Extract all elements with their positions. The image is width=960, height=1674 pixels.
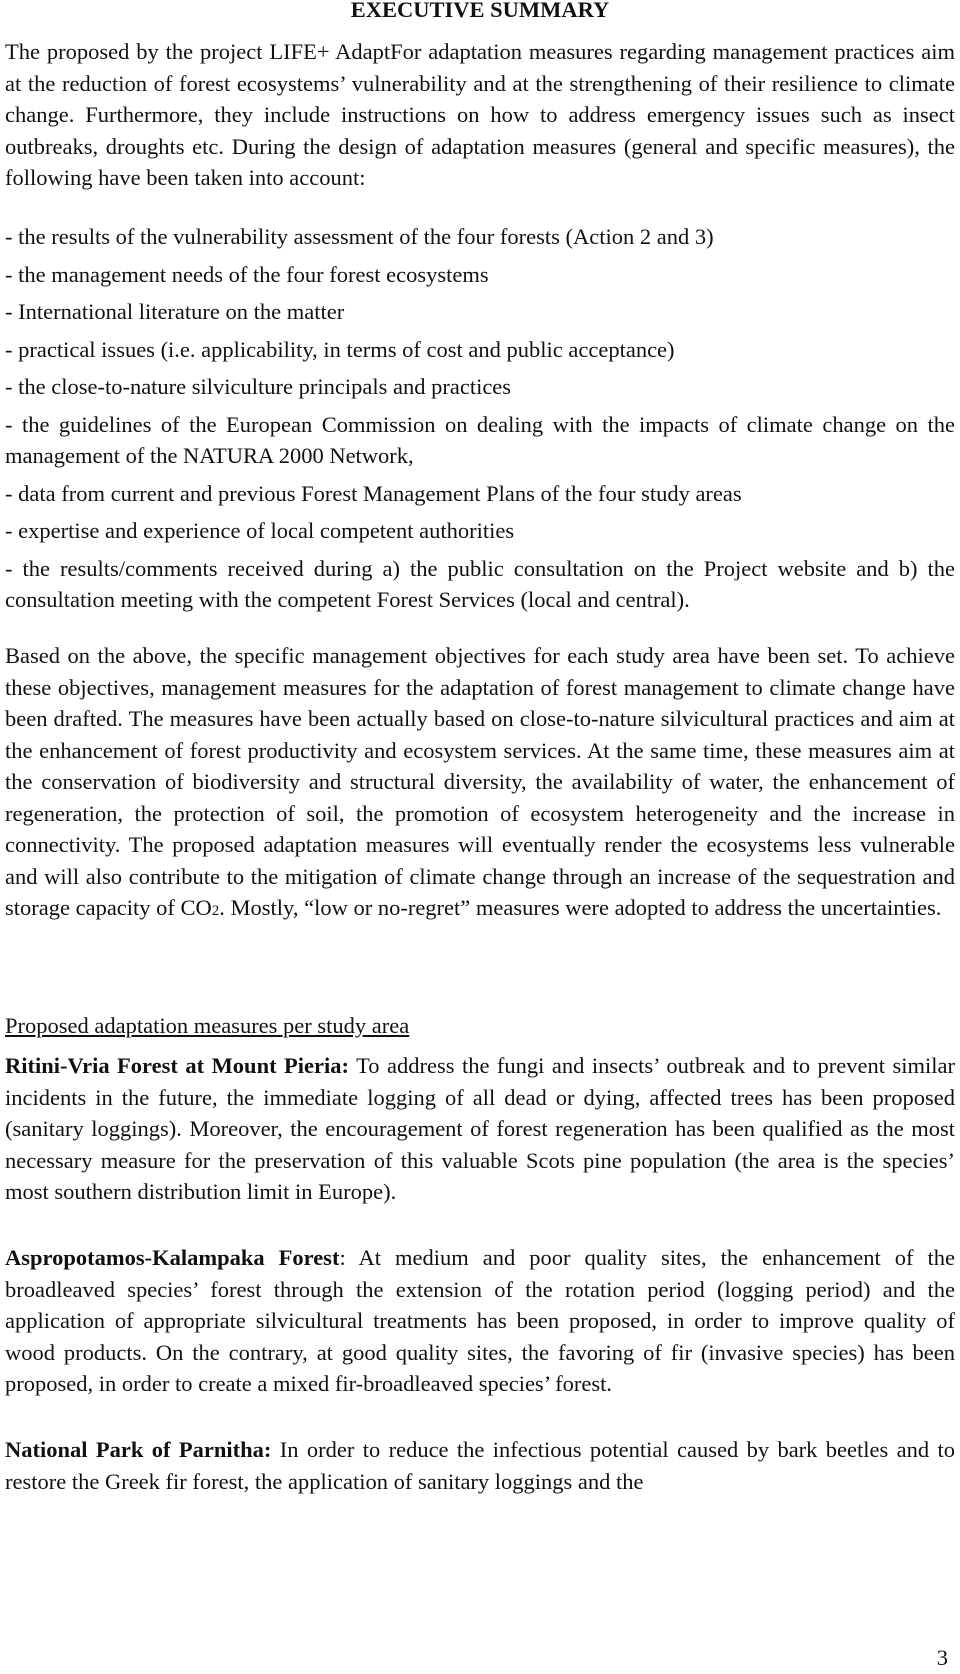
area-parnitha — [5, 1434, 955, 1497]
page-title: EXECUTIVE SUMMARY — [350, 0, 610, 22]
list-item: - the close-to-nature silviculture principals and practices — [5, 374, 512, 399]
considerations-list — [5, 221, 955, 616]
area-paragraph — [5, 1050, 955, 1208]
list-item: - the guidelines of the European Commission on dealing with the impacts of climate change on the management of the NATURA 2000 Network, — [5, 411, 955, 468]
objectives-text-end: . Mostly, “low or no-regret” measures were adopted to address the uncertainties. — [219, 895, 942, 920]
list-item: - International literature on the matter — [5, 299, 345, 324]
intro-paragraph: The proposed by the project LIFE+ AdaptFor adaptation measures regarding management practices aim at the reduction of forest ecosystems’ vulnerability and at the strengthening of their resilience to climate change. Furthermore, they include instructions on how to address emergency issues such as insect outbreaks, droughts etc. During the design of adaptation measures (general and specific measures), the following have been taken into account: — [5, 39, 955, 190]
area-paragraph — [5, 1434, 955, 1497]
co2-subscript: 2 — [211, 903, 220, 919]
section-heading: Proposed adaptation measures per study area — [5, 1013, 410, 1038]
area-ritini — [5, 1050, 955, 1208]
list-item: - the results/comments received during a) the public consultation on the Project website and b) the consultation meeting with the competent Forest Services (local and central). — [5, 555, 955, 612]
list-item: - expertise and experience of local competent authorities — [5, 518, 515, 543]
area-text: In order to reduce the infectious potential caused by bark beetles and to restore the Greek fir forest, the application of sanitary loggings and the — [5, 1437, 955, 1494]
list-item: - practical issues (i.e. applicability, in terms of cost and public acceptance) — [5, 336, 675, 362]
objectives-text: Based on the above, the specific management objectives for each study area have been set. To achieve these objectives, management measures for the adaptation of forest management to climate change have been drafted. The measures have been actually based on close-to-nature silvicultural practices and aim at the enhancement of forest productivity and ecosystem services. At the same time, these measures aim at the conservation of biodiversity and structural diversity, the availability of water, the enhancement of regeneration, the protection of soil, the promotion of ecosystem heterogeneity and the increase in connectivity. The proposed adaptation measures will eventually render the ecosystems less vulnerable and will also contribute to the mitigation of climate change through an increase of the sequestration and storage capacity of CO — [5, 643, 955, 920]
area-name: Aspropotamos-Kalampaka Forest — [5, 1245, 340, 1270]
area-name: Ritini-Vria Forest at Mount Pieria: — [5, 1053, 350, 1078]
list-item: - the results of the vulnerability assessment of the four forests (Action 2 and 3) — [5, 224, 714, 249]
area-aspropotamos — [5, 1242, 955, 1400]
area-text: To address the fungi and insects’ outbreak and to prevent similar incidents in the future, the immediate logging of all dead or dying, affected trees has been proposed (sanitary loggings). Moreover, the encouragement of forest regeneration has been qualified as the most necessary measure for the preservation of this valuable Scots pine population (the area is the species’ most southern distribution limit in Europe). — [5, 1053, 955, 1204]
intro-section — [5, 36, 955, 194]
objectives-paragraph — [5, 640, 955, 928]
list-item: - data from current and previous Forest Management Plans of the four study areas — [5, 480, 742, 506]
area-paragraph — [5, 1242, 955, 1400]
area-text: : At medium and poor quality sites, the enhancement of the broadleaved species’ forest through the extension of the rotation period (logging period) and the application of appropriate silvicultural treatments has been proposed, in order to improve quality of wood products. On the contrary, at good quality sites, the favoring of fir (invasive species) has been proposed, in order to create a mixed fir-broadleaved species’ forest. — [5, 1245, 955, 1396]
objectives-section — [5, 640, 955, 928]
area-name: National Park of Parnitha: — [5, 1437, 272, 1462]
list-item: - the management needs of the four forest ecosystems — [5, 261, 489, 287]
section-heading-block — [5, 1010, 955, 1042]
page-number: 3 — [936, 1645, 948, 1670]
